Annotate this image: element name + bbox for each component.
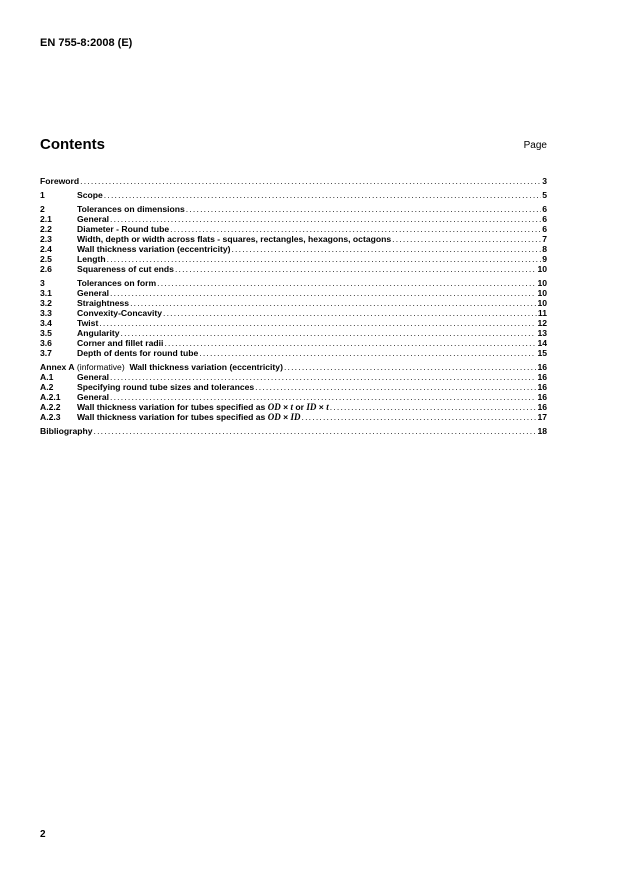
toc-entry-number: 2.5 [40, 254, 52, 264]
dot-leader [110, 392, 536, 402]
dot-leader [164, 338, 536, 348]
toc-entry[interactable] [40, 328, 547, 338]
toc-title-part: Twist [77, 318, 99, 328]
toc-entry-page: 17 [537, 412, 547, 422]
dot-leader [175, 264, 536, 274]
toc-entry-title [77, 264, 174, 274]
toc-entry-page: 10 [537, 288, 547, 298]
toc-entry-title [77, 278, 156, 288]
dot-leader [107, 254, 542, 264]
toc-entry-number: 3.4 [40, 318, 52, 328]
toc-entry[interactable] [40, 402, 547, 412]
toc-title-part: Annex A [40, 362, 75, 372]
toc-entry-number: A.2.1 [40, 392, 61, 402]
toc-title-part: Tolerances on dimensions [77, 204, 185, 214]
toc-entry-page: 13 [537, 328, 547, 338]
toc-entry-page: 10 [537, 264, 547, 274]
toc-title-part: Angularity [77, 328, 120, 338]
page-number: 2 [40, 829, 46, 840]
toc-group [40, 190, 547, 200]
dot-leader [170, 224, 541, 234]
toc-entry-page: 16 [537, 372, 547, 382]
toc-entry[interactable] [40, 176, 547, 186]
toc-entry-title [77, 392, 109, 402]
toc-entry[interactable] [40, 244, 547, 254]
toc-entry-page: 6 [542, 224, 547, 234]
toc-title-part: Specifying round tube sizes and tolerances [77, 382, 255, 392]
toc-entry[interactable] [40, 348, 547, 358]
toc-entry-page: 16 [537, 382, 547, 392]
toc-entry-title [40, 176, 79, 186]
toc-entry-title [77, 328, 120, 338]
toc-entry-number: A.2.2 [40, 402, 61, 412]
toc-entry[interactable] [40, 362, 547, 372]
toc-title-part: Diameter - Round tube [77, 224, 170, 234]
dot-leader [94, 426, 537, 436]
toc-entry-page: 7 [542, 234, 547, 244]
toc-title-part: Scope [77, 190, 103, 200]
toc-entry-number: 2.4 [40, 244, 52, 254]
toc-entry-title [77, 234, 391, 244]
toc-entry-title [77, 190, 103, 200]
toc-title-part: General [77, 372, 110, 382]
toc-entry-page: 6 [542, 204, 547, 214]
toc-entry[interactable] [40, 224, 547, 234]
toc-title-part: Length [77, 254, 106, 264]
toc-title-part: t [326, 402, 329, 412]
toc-title-part: Foreword [40, 176, 80, 186]
toc-entry-page: 6 [542, 214, 547, 224]
toc-entry-number: A.2 [40, 382, 54, 392]
toc-title-part: Tolerances on form [77, 278, 157, 288]
toc-entry-number: 3.3 [40, 308, 52, 318]
toc-entry-page: 3 [542, 176, 547, 186]
dot-leader [80, 176, 541, 186]
dot-leader [302, 412, 537, 422]
toc-entry-number: 3.5 [40, 328, 52, 338]
toc-group [40, 362, 547, 422]
toc-entry-page: 16 [537, 362, 547, 372]
toc-entry-title [77, 338, 163, 348]
dot-leader [163, 308, 537, 318]
toc-entry-title [40, 362, 283, 372]
toc-title-part: OD [267, 412, 281, 422]
dot-leader [330, 402, 537, 412]
toc-entry-number: 2.3 [40, 234, 52, 244]
toc-entry[interactable] [40, 278, 547, 288]
toc-title-part: General [77, 392, 110, 402]
toc-title-part: ID [306, 402, 317, 412]
toc-group [40, 426, 547, 436]
toc-title-part: OD [267, 402, 281, 412]
toc-entry-number: 2.6 [40, 264, 52, 274]
toc-entry-page: 8 [542, 244, 547, 254]
toc-entry-title [77, 204, 185, 214]
toc-entry[interactable] [40, 318, 547, 328]
toc-title-part: ID [290, 412, 301, 422]
toc-entry-number: 3.2 [40, 298, 52, 308]
toc-entry[interactable] [40, 298, 547, 308]
table-of-contents [40, 176, 547, 440]
toc-entry-page: 10 [537, 278, 547, 288]
toc-group [40, 204, 547, 274]
toc-title-part: or [293, 402, 307, 412]
page-column-label: Page [523, 140, 547, 151]
toc-title-part: Depth of dents for round tube [77, 348, 199, 358]
toc-title-part: t [290, 402, 294, 412]
toc-title-part: × [316, 402, 327, 412]
toc-title-part: General [77, 214, 110, 224]
toc-entry[interactable] [40, 288, 547, 298]
toc-entry-title [40, 426, 93, 436]
toc-entry[interactable] [40, 426, 547, 436]
toc-entry-number: 1 [40, 190, 45, 200]
toc-entry-title [77, 348, 198, 358]
toc-entry-title [77, 224, 169, 234]
dot-leader [199, 348, 536, 358]
contents-title: Contents [40, 136, 105, 153]
toc-entry-title [77, 372, 109, 382]
toc-title-part: Width, depth or width across flats - squares, rectangles, hexagons, octagons [77, 234, 392, 244]
toc-title-part: (informative) [74, 362, 130, 372]
toc-entry[interactable] [40, 412, 547, 422]
toc-title-part: Wall thickness variation (eccentricity) [77, 244, 231, 254]
toc-entry[interactable] [40, 234, 547, 244]
toc-entry-page: 16 [537, 392, 547, 402]
toc-entry-page: 10 [537, 298, 547, 308]
toc-title-part: Wall thickness variation (eccentricity) [129, 362, 283, 372]
toc-entry-title [77, 412, 301, 422]
toc-entry-title [77, 244, 230, 254]
toc-entry-title [77, 288, 109, 298]
toc-entry-number: 2.1 [40, 214, 52, 224]
dot-leader [255, 382, 536, 392]
toc-entry[interactable] [40, 214, 547, 224]
toc-entry-number: 3.6 [40, 338, 52, 348]
document-id: EN 755-8:2008 (E) [40, 37, 133, 49]
toc-title-part: Wall thickness variation for tubes specified as [77, 412, 268, 422]
toc-entry-number: 3 [40, 278, 45, 288]
toc-group [40, 278, 547, 358]
toc-entry[interactable] [40, 204, 547, 214]
toc-title-part: × [280, 412, 291, 422]
toc-title-part: Wall thickness variation for tubes specified as [77, 402, 268, 412]
dot-leader [157, 278, 536, 288]
dot-leader [130, 298, 536, 308]
toc-title-part: Convexity-Concavity [77, 308, 163, 318]
toc-entry[interactable] [40, 254, 547, 264]
toc-entry-title [77, 254, 106, 264]
dot-leader [99, 318, 536, 328]
toc-entry-title [77, 214, 109, 224]
toc-title-part: × [280, 402, 291, 412]
toc-entry-title [77, 402, 329, 412]
toc-entry[interactable] [40, 190, 547, 200]
toc-entry[interactable] [40, 382, 547, 392]
toc-title-part: Corner and fillet radii [77, 338, 164, 348]
toc-title-part: Straightness [77, 298, 130, 308]
toc-entry-number: 2.2 [40, 224, 52, 234]
toc-entry-page: 15 [537, 348, 547, 358]
dot-leader [121, 328, 537, 338]
toc-entry-title [77, 382, 254, 392]
toc-entry-title [77, 298, 129, 308]
toc-group [40, 176, 547, 186]
dot-leader [110, 288, 536, 298]
toc-entry-title [77, 318, 98, 328]
toc-entry-page: 12 [537, 318, 547, 328]
dot-leader [110, 372, 536, 382]
toc-entry[interactable] [40, 308, 547, 318]
toc-entry-page: 11 [537, 308, 547, 318]
toc-entry[interactable] [40, 372, 547, 382]
toc-entry-number: 3.7 [40, 348, 52, 358]
toc-entry-number: 3.1 [40, 288, 52, 298]
toc-title-part: General [77, 288, 110, 298]
toc-entry-page: 16 [537, 402, 547, 412]
toc-entry[interactable] [40, 392, 547, 402]
toc-entry-page: 18 [537, 426, 547, 436]
toc-entry-title [77, 308, 162, 318]
toc-title-part: Squareness of cut ends [77, 264, 174, 274]
dot-leader [110, 214, 541, 224]
toc-entry[interactable] [40, 338, 547, 348]
toc-entry-page: 14 [537, 338, 547, 348]
toc-entry-number: A.1 [40, 372, 54, 382]
toc-entry-page: 5 [542, 190, 547, 200]
toc-entry-page: 9 [542, 254, 547, 264]
dot-leader [104, 190, 541, 200]
dot-leader [231, 244, 541, 254]
toc-title-part: Bibliography [40, 426, 93, 436]
dot-leader [186, 204, 541, 214]
toc-entry[interactable] [40, 264, 547, 274]
toc-entry-number: 2 [40, 204, 45, 214]
dot-leader [284, 362, 537, 372]
toc-entry-number: A.2.3 [40, 412, 61, 422]
dot-leader [392, 234, 541, 244]
